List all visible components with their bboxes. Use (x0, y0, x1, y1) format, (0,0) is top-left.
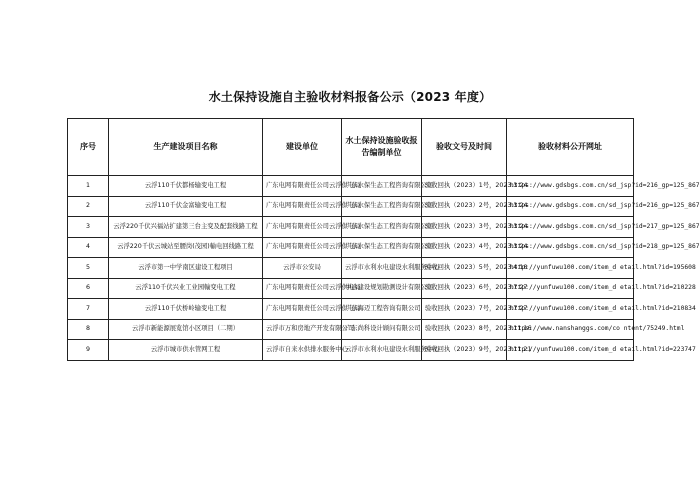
cell-doc: 验收回执（2023）6号，2023.7.27 (422, 278, 507, 299)
table-row (68, 340, 634, 361)
cell-url-link[interactable]: http://yunfuwu100.com/item_d etail.html?id=223747 (507, 340, 634, 361)
header-project: 生产建设项目名称 (109, 119, 263, 176)
table-row (68, 299, 634, 320)
cell-compiler: 云浮市水利水电建设水利服务中心 (342, 340, 422, 361)
table-row (68, 217, 634, 238)
cell-url-link[interactable]: https://www.gdsbgs.com.cn/sd_jsp?id=217_gp=125_867 (507, 217, 634, 238)
cell-project: 云浮市新能源展览馆小区项目（二期） (109, 319, 263, 340)
cell-project: 云浮市第一中学南区建设工程项目 (109, 258, 263, 279)
table-header-row (68, 119, 634, 176)
cell-seq: 5 (68, 258, 109, 279)
cell-doc: 验收回执（2023）2号，2023.3.24 (422, 196, 507, 217)
header-compiler: 水土保持设施验收报告编制单位 (342, 119, 422, 176)
cell-url-link[interactable]: https://www.gdsbgs.com.cn/sd_jsp?id=216_gp=125_867 (507, 176, 634, 197)
cell-builder: 广东电网有限责任公司云浮供电局 (263, 217, 342, 238)
cell-compiler: 广东水保生态工程咨询有限公司 (342, 196, 422, 217)
cell-compiler: 广东水保生态工程咨询有限公司 (342, 217, 422, 238)
cell-builder: 广东电网有限责任公司云浮供电局 (263, 278, 342, 299)
header-builder: 建设单位 (263, 119, 342, 176)
cell-url-link[interactable]: http://yunfuwu100.com/item_d etail.html?id=210228 (507, 278, 634, 299)
cell-seq: 8 (68, 319, 109, 340)
cell-seq: 7 (68, 299, 109, 320)
cell-project: 云浮110千伏兴业工业园輸变电工程 (109, 278, 263, 299)
report-table (67, 118, 700, 361)
cell-doc: 验收回执（2023）8号，2023.11.16 (422, 319, 507, 340)
cell-compiler: 云浮市水利水电建设水利服务中心 (342, 258, 422, 279)
cell-url-link[interactable]: https://www.nanshanggs.com/co ntent/75249.html (507, 319, 634, 340)
cell-builder: 广东电网有限责任公司云浮供电局 (263, 196, 342, 217)
cell-builder: 云浮市公安局 (263, 258, 342, 279)
cell-compiler: 广东水保生态工程咨询有限公司 (342, 237, 422, 258)
cell-doc: 验收回执（2023）7号，2023.7.27 (422, 299, 507, 320)
cell-project: 云浮110千伏都杨输变电工程 (109, 176, 263, 197)
cell-doc: 验收回执（2023）5号，2023.4.18 (422, 258, 507, 279)
cell-project: 云浮110千伏桥岭输变电工程 (109, 299, 263, 320)
cell-seq: 1 (68, 176, 109, 197)
document-title: 水土保持设施自主验收材料报备公示（2023 年度） (208, 90, 492, 104)
cell-doc: 验收回执（2023）9号，2023.11.21 (422, 340, 507, 361)
cell-project: 云浮220千伏云城站至腰岗(茂园)輸电回线路工程 (109, 237, 263, 258)
cell-compiler: 广东海迈工程咨询有限公司 (342, 299, 422, 320)
cell-compiler: 广东水保生态工程咨询有限公司 (342, 176, 422, 197)
cell-compiler: 广东尚科设计顾问有限公司 (342, 319, 422, 340)
header-doc: 验收文号及时间 (422, 119, 507, 176)
cell-project: 云浮110千伏金富输变电工程 (109, 196, 263, 217)
cell-builder: 广东电网有限责任公司云浮供电局 (263, 176, 342, 197)
cell-builder: 广东电网有限责任公司云浮供电局 (263, 299, 342, 320)
cell-doc: 验收回执（2023）1号，2023.3.24 (422, 176, 507, 197)
cell-builder: 云浮市自来水供排水服务中心 (263, 340, 342, 361)
cell-seq: 3 (68, 217, 109, 238)
cell-seq: 6 (68, 278, 109, 299)
cell-url-link[interactable]: https://www.gdsbgs.com.cn/sd_jsp?id=216_gp=125_867 (507, 196, 634, 217)
table-row (68, 176, 634, 197)
table-row (68, 258, 634, 279)
cell-doc: 验收回执（2023）4号，2023.3.24 (422, 237, 507, 258)
cell-builder: 广东电网有限责任公司云浮供电局 (263, 237, 342, 258)
cell-project: 云浮市城市供水管网工程 (109, 340, 263, 361)
cell-url-link[interactable]: https://www.gdsbgs.com.cn/sd_jsp?id=218_gp=125_867 (507, 237, 634, 258)
cell-compiler: 中冶建设规划勘测设计有限公司 (342, 278, 422, 299)
table-row (68, 237, 634, 258)
header-url: 验收材料公开网址 (507, 119, 634, 176)
cell-builder: 云浮市万和房地产开发有限公司 (263, 319, 342, 340)
cell-project: 云浮220千伏兴福站扩建第三台主变及配套线路工程 (109, 217, 263, 238)
table-row (68, 319, 634, 340)
cell-doc: 验收回执（2023）3号，2023.3.24 (422, 217, 507, 238)
header-seq: 序号 (68, 119, 109, 176)
cell-url-link[interactable]: http://yunfuwu100.com/item_d etail.html?id=195608 (507, 258, 634, 279)
cell-seq: 9 (68, 340, 109, 361)
table-row (68, 196, 634, 217)
table-row (68, 278, 634, 299)
cell-seq: 2 (68, 196, 109, 217)
cell-url-link[interactable]: http://yunfuwu100.com/item_d etail.html?id=210834 (507, 299, 634, 320)
cell-seq: 4 (68, 237, 109, 258)
